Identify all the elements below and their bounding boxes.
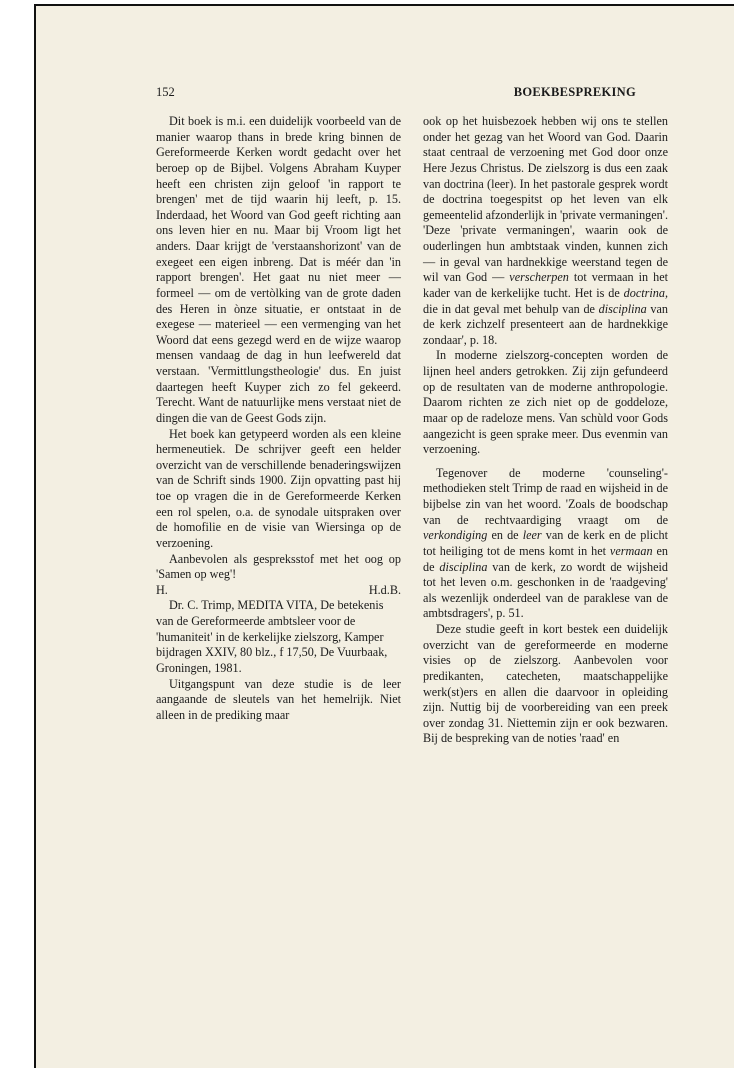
review-heading: Dr. C. Trimp, MEDITA VITA, De betekenis van de Gereformeerde ambtsleer voor de 'humaniteit' in de kerkelijke zielszorg, Kamper bijdragen XXIV, 80 blz., f 17,50, De Vuurbaak, Groningen, 1981. [156, 598, 388, 675]
right-paragraph-1: ook op het huisbezoek hebben wij ons te stellen onder het gezag van het Woord van God. Daarin staat centraal de verzoening met God door onze Here Jezus Christus. De zielszorg is dus een zaak van doctrina (leer). In het pastorale gesprek wordt de doctrina toegespitst op het leven van elk gemeentelid afzonderlijk in 'private vermaningen'. 'Deze 'private vermaningen', waarin ook de ouderlingen hun ambtstaak vinden, kunnen zich — in geval van hardnekkige weerstand tegen de wil van God — verscherpen tot vermaan in het kader van de kerkelijke tucht. Het is de doctrina, die in dat geval met behulp van de disciplina van de kerk zichzelf presenteert aan de hardnekkige zondaar', p. 18. [423, 114, 668, 347]
right-paragraph-4: Deze studie geeft in kort bestek een duidelijk overzicht van de gereformeerde en moderne visies op de zielszorg. Aanbevolen voor predikanten, catecheten, maatschappelijke werk(st)ers en allen die daarvoor in opleiding zijn. Nuttig bij de voorbereiding van een preek over zondag 31. Niettemin zijn er ook bezwaren. Bij de bespreking van de noties 'raad' en [423, 622, 668, 746]
right-column [423, 114, 668, 747]
left-paragraph-3: Aanbevolen als gespreksstof met het oog op 'Samen op weg'! [156, 551, 401, 582]
right-paragraph-2: In moderne zielszorg-concepten worden de lijnen heel anders getrokken. Zij zijn gefundeerd op de resultaten van de moderne anthropologie. Daarom richten ze zich niet op de goddeloze, maar op de radeloze mens. Van schùld voor Gods aangezicht is geen sprake meer. Dus evenmin van verzoening. [423, 348, 668, 457]
signature-initial: H. [156, 582, 168, 597]
left-paragraph-2: Het boek kan getypeerd worden als een kleine hermeneutiek. De schrijver geeft een helder overzicht van de verschillende benaderingswijzen van de Schrift sinds 1900. Zijn opvatting past hij toe op vragen die in de Gereformeerde Kerken een rol spelen, o.a. de synodale uitspraken over de homofilie en de visie van Wiersinga op de verzoening. [156, 426, 401, 550]
right-paragraph-3: Tegenover de moderne 'counseling'-methodieken stelt Trimp de raad en wijsheid in de bijbelse zin van het woord. 'Zoals de boodschap van de rechtvaardiging vraagt om de verkondiging en de leer van de kerk en de plicht tot heiliging tot de mens komt in het vermaan en de disciplina van de kerk, zo wordt de wijsheid tot het leven o.m. geschonken in de 'raadgeving' als wezenlijk onderdeel van de paraklese van de ambtsdragers', p. 51. [423, 465, 668, 621]
signature-author: H.d.B. [368, 582, 401, 597]
left-paragraph-4: Uitgangspunt van deze studie is de leer aangaande de sleutels van het hemelrijk. Niet alleen in de prediking maar [156, 676, 401, 722]
section-title: BOEKBESPREKING [513, 85, 636, 99]
page-number: 152 [156, 85, 175, 99]
scanned-page [34, 4, 734, 1068]
signature-line [156, 583, 401, 599]
left-column [156, 114, 401, 723]
left-paragraph-1: Dit boek is m.i. een duidelijk voorbeeld van de manier waarop thans in brede kring binnen de Gereformeerde Kerken wordt gedacht over het beroep op de Bijbel. Volgens Abraham Kuyper heeft een christen zijn geloof 'in rapport te brengen' met de tijd waarin hij leeft, p. 15. Inderdaad, het Woord van God geeft richting aan ons leven hier en nu. Maar bij Vroom ligt het anders. Daar krijgt de 'verstaanshorizont' van de exegeet een eigen inbreng. Dat is méér dan 'in rapport brengen'. Het gaat nu niet meer — formeel — om de vertòlking van de grote daden des Heren in ònze situatie, er ontstaat in de exegese — materieel — een vermenging van het Woord dat eens gezegd werd en de wijze waarop mensen vandaag de dag in hun leefwereld dat verstaan. 'Vermittlungstheologie' dus. En juist daartegen heeft Kuyper zich zo fel gekeerd. Terecht. Want de natuurlijke mens verstaat niet de dingen die van de Geest Gods zijn. [156, 114, 401, 425]
